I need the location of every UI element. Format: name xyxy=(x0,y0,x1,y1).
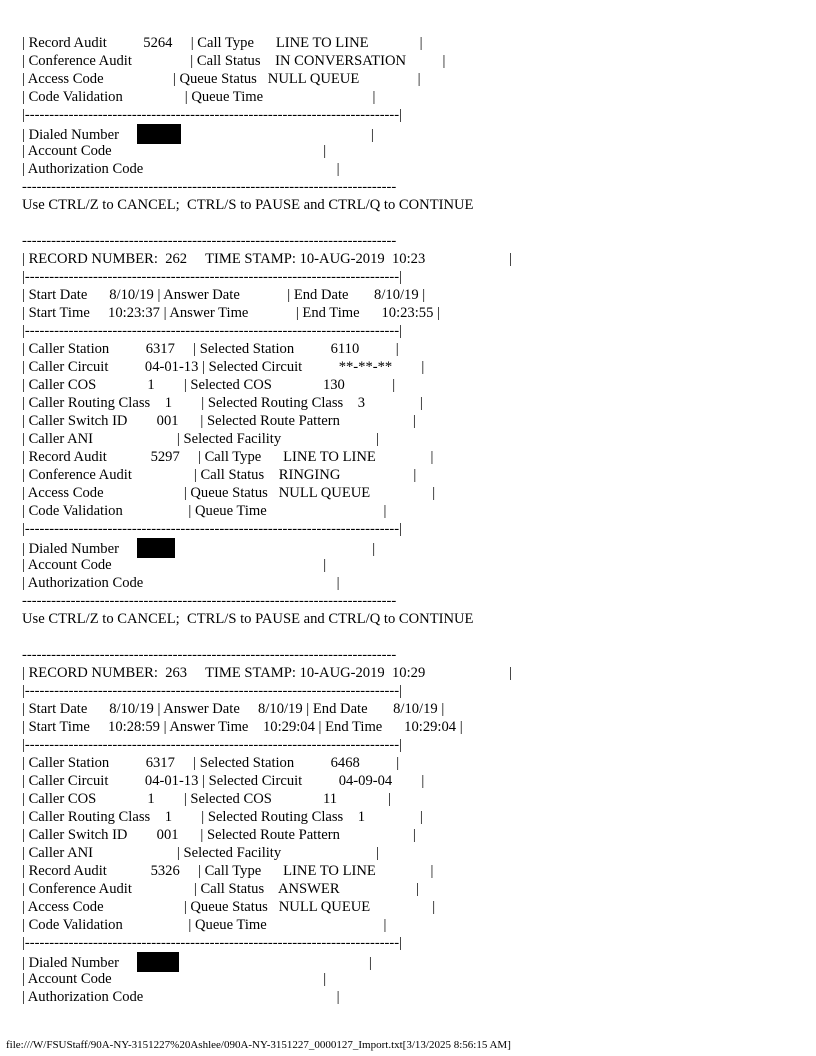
record-line: | Caller Station 6317 | Selected Station 6468 | xyxy=(22,755,400,771)
record-line: | Caller ANI | Selected Facility | xyxy=(22,431,379,447)
record-line: | Conference Audit | Call Status ANSWER | xyxy=(22,881,420,897)
dialed-number-line xyxy=(22,952,802,970)
authorization-code-line: | Authorization Code | xyxy=(22,575,340,591)
dialed-number-label: | Dialed Number xyxy=(22,541,138,557)
record-line: | Access Code | Queue Status NULL QUEUE | xyxy=(22,71,421,87)
record-line: | Record Audit 5264 | Call Type LINE TO LINE | xyxy=(22,35,423,51)
record-line: | Code Validation | Queue Time | xyxy=(22,503,387,519)
separator-line: |-----------------------------------------------------------------------------| xyxy=(22,521,403,537)
record-fragment xyxy=(22,34,802,232)
separator-line: |-----------------------------------------------------------------------------| xyxy=(22,737,403,753)
line-tail: | xyxy=(179,955,372,971)
line-tail: | xyxy=(175,541,376,557)
authorization-code-line: | Authorization Code | xyxy=(22,989,340,1005)
record-line: | Record Audit 5297 | Call Type LINE TO LINE | xyxy=(22,449,434,465)
call-record xyxy=(22,646,802,1006)
record-line: | Caller Circuit 04-01-13 | Selected Circuit **-**-** | xyxy=(22,359,425,375)
record-line: | Caller Circuit 04-01-13 | Selected Circuit 04-09-04 | xyxy=(22,773,425,789)
account-code-line: | Account Code | xyxy=(22,971,327,987)
redaction-block xyxy=(137,124,181,144)
redaction-block xyxy=(137,952,179,972)
separator-line: |-----------------------------------------------------------------------------| xyxy=(22,683,403,699)
separator-line: |-----------------------------------------------------------------------------| xyxy=(22,107,403,123)
record-line: | Caller COS 1 | Selected COS 130 | xyxy=(22,377,396,393)
record-line: | Record Audit 5326 | Call Type LINE TO LINE | xyxy=(22,863,434,879)
call-record-document xyxy=(22,34,802,1006)
record-line: | Caller Switch ID 001 | Selected Route Pattern | xyxy=(22,413,416,429)
record-line: | Start Time 10:23:37 | Answer Time | End Time 10:23:55 | xyxy=(22,305,440,321)
dash-line: ----------------------------------------------------------------------------- xyxy=(22,647,397,663)
account-code-line: | Account Code | xyxy=(22,557,327,573)
dash-line: ----------------------------------------------------------------------------- xyxy=(22,179,397,195)
record-line: | Caller Switch ID 001 | Selected Route Pattern | xyxy=(22,827,416,843)
line-tail: | xyxy=(181,127,374,143)
record-line: | Caller Station 6317 | Selected Station 6110 | xyxy=(22,341,399,357)
redaction-block xyxy=(137,538,175,558)
record-line: | Access Code | Queue Status NULL QUEUE | xyxy=(22,485,436,501)
record-line: | Caller Routing Class 1 | Selected Routing Class 1 | xyxy=(22,809,423,825)
dash-line: ----------------------------------------------------------------------------- xyxy=(22,233,397,249)
record-line: | Conference Audit | Call Status RINGING | xyxy=(22,467,417,483)
control-instructions: Use CTRL/Z to CANCEL; CTRL/S to PAUSE and CTRL/Q to CONTINUE xyxy=(22,197,474,213)
record-line: | Code Validation | Queue Time | xyxy=(22,89,376,105)
authorization-code-line: | Authorization Code | xyxy=(22,161,340,177)
record-line: | Start Date 8/10/19 | Answer Date 8/10/19 | End Date 8/10/19 | xyxy=(22,701,445,717)
page-footer-url: file:///W/FSUStaff/90A-NY-3151227%20Ashlee/090A-NY-3151227_0000127_Import.txt[3/13/2025 8:56:15 AM] xyxy=(6,1039,511,1051)
record-line: | Code Validation | Queue Time | xyxy=(22,917,387,933)
dialed-number-label: | Dialed Number xyxy=(22,127,138,143)
call-record xyxy=(22,232,802,646)
record-line: | Caller Routing Class 1 | Selected Routing Class 3 | xyxy=(22,395,423,411)
separator-line: |-----------------------------------------------------------------------------| xyxy=(22,323,403,339)
record-header: | RECORD NUMBER: 262 TIME STAMP: 10-AUG-2019 10:23 | xyxy=(22,251,513,267)
dialed-number-line xyxy=(22,538,802,556)
separator-line: |-----------------------------------------------------------------------------| xyxy=(22,935,403,951)
record-line: | Start Date 8/10/19 | Answer Date | End Date 8/10/19 | xyxy=(22,287,426,303)
record-line: | Caller ANI | Selected Facility | xyxy=(22,845,379,861)
account-code-line: | Account Code | xyxy=(22,143,327,159)
dash-line: ----------------------------------------------------------------------------- xyxy=(22,593,397,609)
record-line: | Access Code | Queue Status NULL QUEUE | xyxy=(22,899,436,915)
record-line: | Conference Audit | Call Status IN CONVERSATION | xyxy=(22,53,446,69)
separator-line: |-----------------------------------------------------------------------------| xyxy=(22,269,403,285)
record-line: | Start Time 10:28:59 | Answer Time 10:29:04 | End Time 10:29:04 | xyxy=(22,719,463,735)
record-header: | RECORD NUMBER: 263 TIME STAMP: 10-AUG-2019 10:29 | xyxy=(22,665,513,681)
dialed-number-label: | Dialed Number xyxy=(22,955,138,971)
control-instructions: Use CTRL/Z to CANCEL; CTRL/S to PAUSE and CTRL/Q to CONTINUE xyxy=(22,611,474,627)
record-line: | Caller COS 1 | Selected COS 11 | xyxy=(22,791,391,807)
dialed-number-line xyxy=(22,124,802,142)
